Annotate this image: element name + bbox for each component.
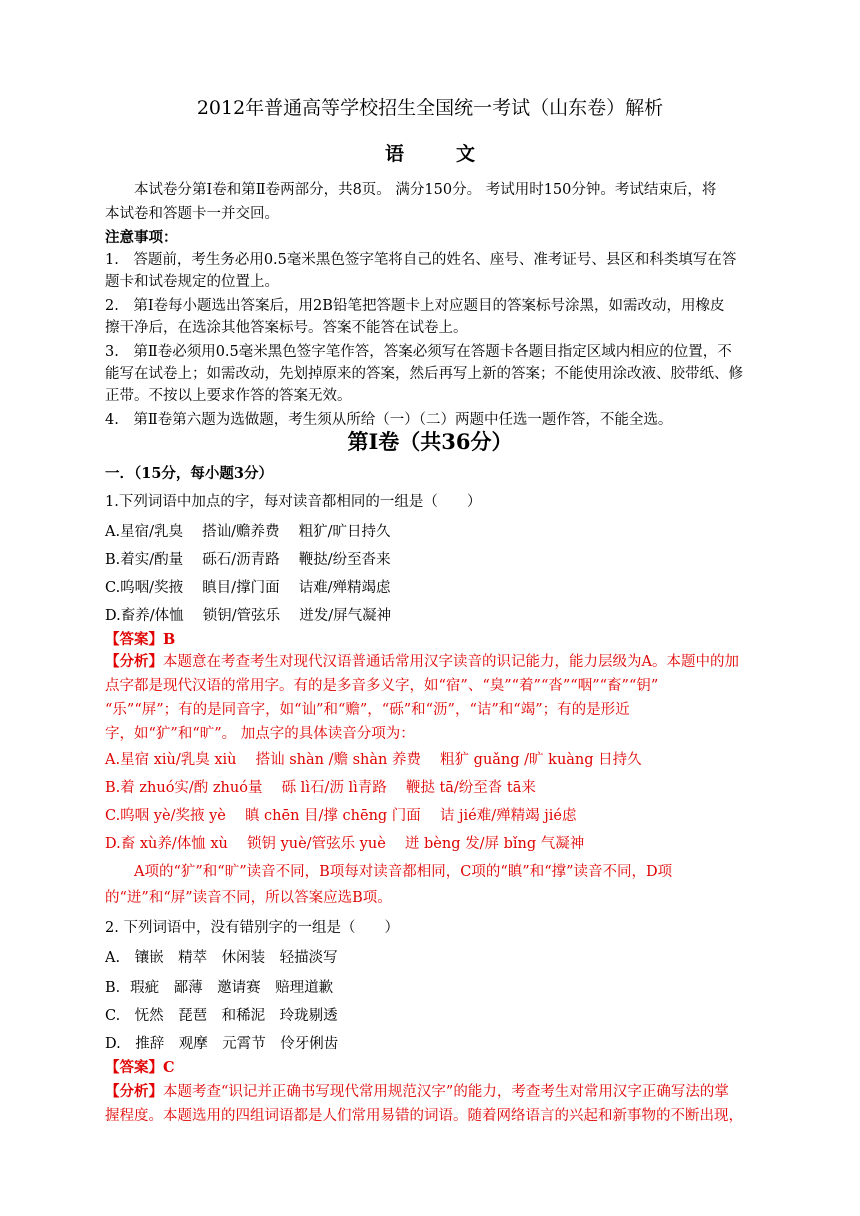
answer-value: B (163, 631, 176, 648)
analysis-text: 本题意在考查考生对现代汉语普通话常用汉字读音的识记能力，能力层级为A。本题中的加 (163, 654, 739, 670)
question-1-option-c: C.呜咽/奖掖 瞋目/撑门面 诘难/殚精竭虑 (105, 580, 391, 596)
reading-line-a: A.星宿 xiù/乳臭 xiù 搭讪 shàn /赡 shàn 养费 粗犷 guǎng /旷 kuàng 日持久 (105, 752, 642, 768)
reading-line-c: C.呜咽 yè/奖掖 yè 瞋 chēn 目/撑 chēng 门面 诘 jié难/殚精竭 jié虑 (105, 808, 577, 824)
notes-line: 3. 第Ⅱ卷必须用0.5毫米黑色签字笔作答，答案必须写在答题卡各题目指定区域内相应的位置，不 (105, 344, 732, 360)
question-1-stem: 1.下列词语中加点的字，每对读音都相同的一组是（ ） (105, 494, 482, 510)
question-1-analysis-line: 点字都是现代汉语的常用字。有的是多音多义字，如“宿”、“臭”“着”“沓”“咽”“畜”“钥” (105, 678, 659, 694)
question-1-option-d: D.畜养/体恤 锁钥/管弦乐 迸发/屏气凝神 (105, 608, 392, 624)
analysis-label: 【分析】 (105, 653, 163, 670)
question-2-analysis-line: 握程度。本题选用的四组词语都是人们常用易错的词语。随着网络语言的兴起和新事物的不断出现， (105, 1108, 743, 1124)
notes-line: 擦干净后，在选涂其他答案标号。答案不能答在试卷上。 (105, 320, 468, 336)
subject-title: 语文 (384, 143, 527, 165)
analysis-text: 本题考查“识记并正确书写现代常用规范汉字”的能力，考查考生对常用汉字正确写法的掌 (163, 1084, 729, 1100)
question-2-option-c: C. 怃然 琵琶 和稀泥 玲珑剔透 (105, 1008, 338, 1024)
question-2-option-d: D. 推辞 观摩 元霄节 伶牙俐齿 (105, 1036, 339, 1052)
question-1-answer (105, 630, 175, 650)
question-2-answer (105, 1058, 175, 1078)
analysis-label: 【分析】 (105, 1083, 163, 1100)
notes-line: 题卡和试卷规定的位置上。 (105, 274, 279, 290)
notes-line: 4. 第Ⅱ卷第六题为选做题，考生须从所给（一）（二）两题中任选一题作答，不能全选。 (105, 412, 673, 428)
section-heading: 一．（15分，每小题3分） (105, 465, 274, 482)
answer-label: 【答案】 (105, 1059, 163, 1076)
question-2-option-b: B．瑕疵 鄙薄 邀请赛 赔理道歉 (105, 980, 334, 996)
question-2-option-a: A. 镶嵌 精萃 休闲装 轻描淡写 (105, 950, 338, 966)
document-title: 2012年普通高等学校招生全国统一考试（山东卷）解析 (196, 97, 664, 119)
reading-line-d: D.畜 xù养/体恤 xù 锁钥 yuè/管弦乐 yuè 迸 bèng 发/屏 bǐng 气凝神 (105, 836, 585, 852)
answer-label: 【答案】 (105, 631, 163, 648)
notes-line: 正带。不按以上要求作答的答案无效。 (105, 388, 352, 404)
conclusion-line: A项的“犷”和“旷”读音不同，B项每对读音都相同，C项的“瞋”和“撑”读音不同，D项 (134, 864, 673, 880)
intro-line-2: 本试卷和答题卡一并交回。 (105, 206, 279, 222)
notes-line: 能写在试卷上；如需改动，先划掉原来的答案，然后再写上新的答案；不能使用涂改液、胶带纸、修 (105, 366, 743, 382)
reading-line-b: B.着 zhuó实/酌 zhuó量 砾 lì石/沥 lì青路 鞭挞 tā/纷至沓 tā来 (105, 780, 536, 796)
conclusion-line: 的“迸”和“屏”读音不同，所以答案应选B项。 (105, 890, 392, 906)
question-1-option-a: A.星宿/乳臭 搭讪/赡养费 粗犷/旷日持久 (105, 524, 391, 540)
intro-line-1: 本试卷分第Ⅰ卷和第Ⅱ卷两部分，共8页。 满分150分。 考试用时150分钟。考试结束后，将 (134, 182, 717, 198)
question-1-option-b: B.着实/酌量 砾石/沥青路 鞭挞/纷至沓来 (105, 552, 391, 568)
question-1-analysis-line: 字，如“犷”和“旷”。 加点字的具体读音分项为： (105, 726, 415, 742)
question-1-analysis-line: “乐”“屏”；有的是同音字，如“讪”和“赡”，“砾”和“沥”，“诘”和“竭”；有的是形近 (105, 702, 630, 718)
question-1-analysis (105, 652, 739, 672)
question-2-stem: 2. 下列词语中，没有错别字的一组是（ ） (105, 920, 399, 936)
answer-value: C (163, 1059, 175, 1076)
notes-line: 2. 第Ⅰ卷每小题选出答案后，用2B铅笔把答题卡上对应题目的答案标号涂黑，如需改动，用橡皮 (105, 298, 725, 314)
volume-title: 第Ⅰ卷（共36分） (347, 429, 513, 454)
notes-heading: 注意事项： (105, 229, 178, 246)
question-2-analysis (105, 1082, 729, 1102)
notes-line: 1. 答题前，考生务必用0.5毫米黑色签字笔将自己的姓名、座号、准考证号、县区和科类填写在答 (105, 252, 737, 268)
